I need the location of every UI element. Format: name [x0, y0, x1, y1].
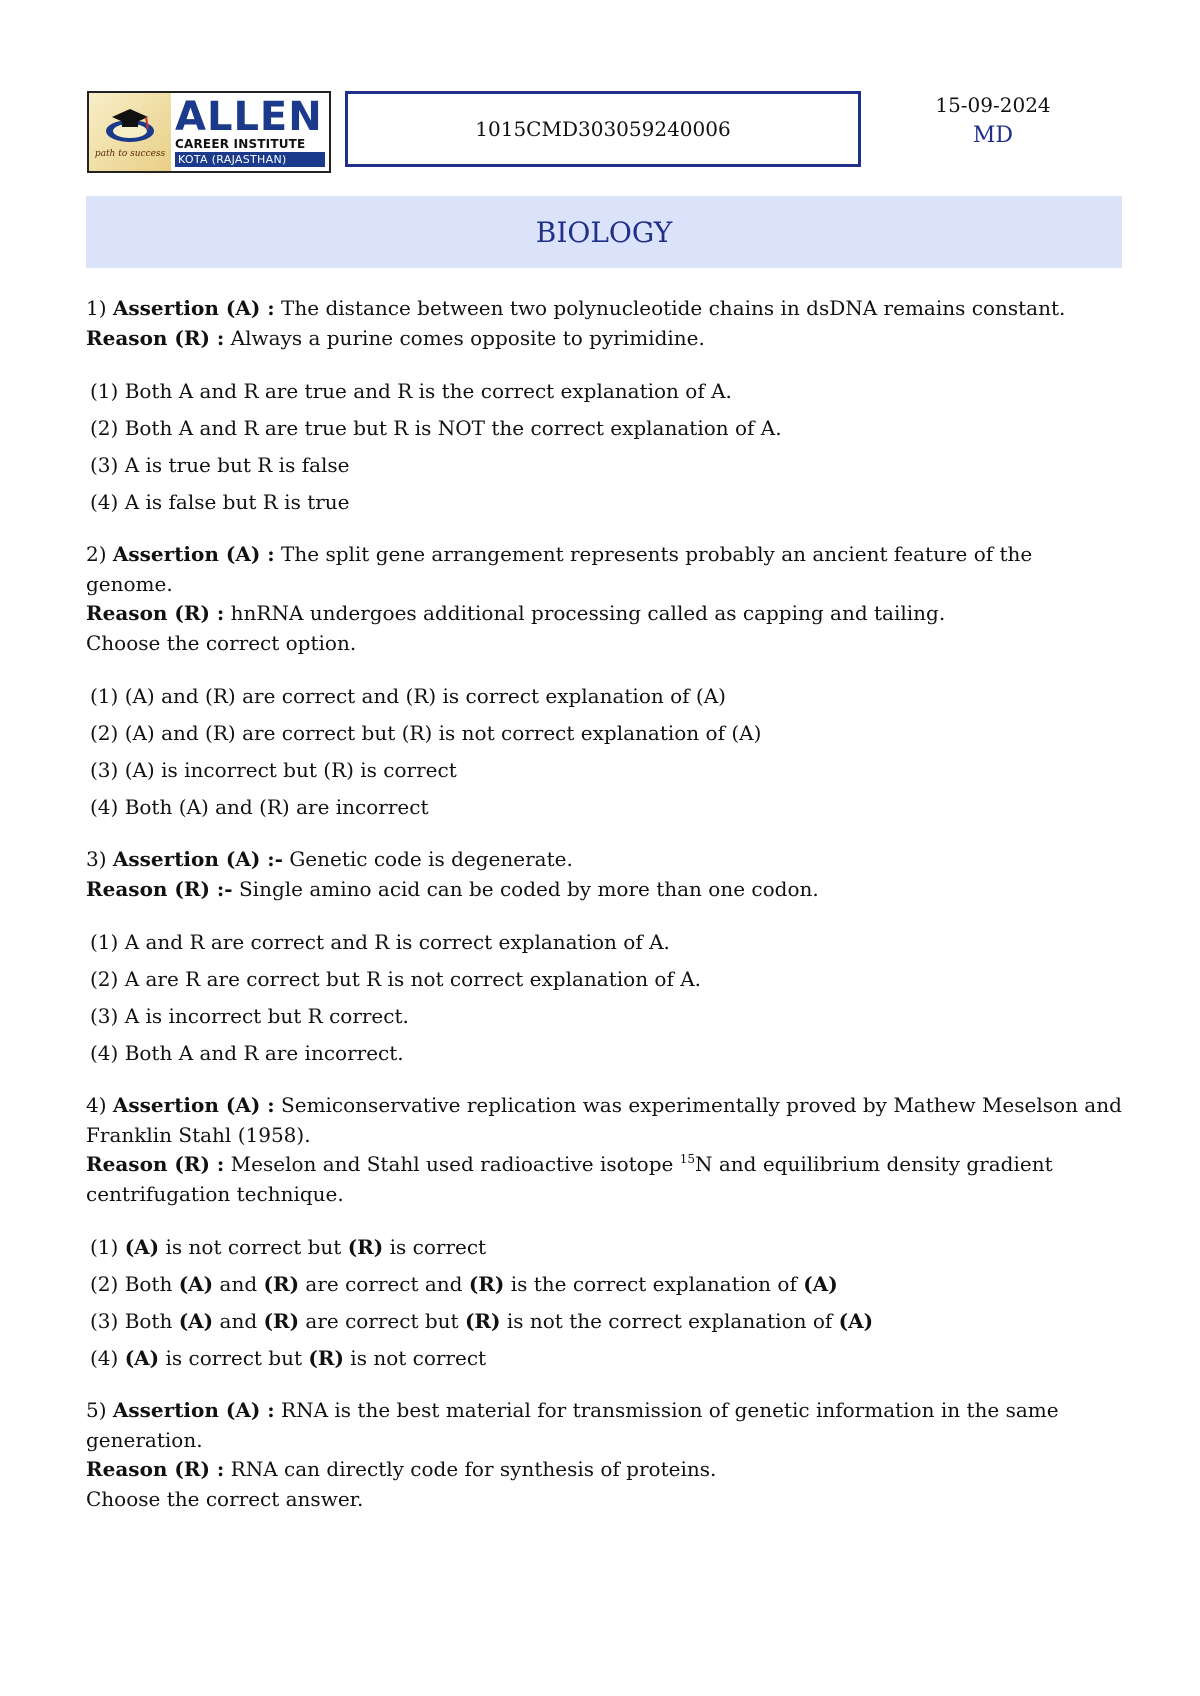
- option-1[interactable]: (1) Both A and R are true and R is the correct explanation of A.: [90, 379, 732, 403]
- assertion-text: Genetic code is degenerate.: [289, 847, 573, 871]
- option-bold: (A): [803, 1272, 838, 1296]
- page-header: [0, 0, 1200, 180]
- question-4: [86, 1091, 1122, 1377]
- option-1[interactable]: [86, 1229, 1122, 1266]
- reason-line: [86, 875, 1122, 905]
- reason-line: [86, 324, 1122, 354]
- reason-text: Meselon and Stahl used radioactive isotope: [230, 1152, 680, 1176]
- question-3: [86, 845, 1122, 1072]
- option-bold: (R): [263, 1309, 300, 1333]
- option-text: (1): [90, 1235, 125, 1259]
- option-bold: (R): [263, 1272, 300, 1296]
- exam-stream: MD: [972, 123, 1014, 148]
- option-3[interactable]: [86, 1303, 1122, 1340]
- isotope-superscript: 15: [679, 1152, 695, 1166]
- assertion-line: [86, 294, 1122, 324]
- option-2[interactable]: (2) Both A and R are true but R is NOT the correct explanation of A.: [90, 416, 782, 440]
- assertion-line: [86, 1091, 1122, 1150]
- option-3[interactable]: (3) A is true but R is false: [90, 453, 350, 477]
- option-text: is not correct but: [159, 1235, 348, 1259]
- option-text: is correct but: [159, 1346, 309, 1370]
- option-4[interactable]: [86, 1340, 1122, 1377]
- option-2[interactable]: (2) (A) and (R) are correct but (R) is not correct explanation of (A): [90, 721, 762, 745]
- option-text: is not the correct explanation of: [500, 1309, 839, 1333]
- option-bold: (A): [124, 1235, 160, 1259]
- option-1[interactable]: (1) A and R are correct and R is correct explanation of A.: [90, 930, 670, 954]
- graduation-cap-icon: [102, 105, 158, 145]
- assertion-label: Assertion (A) :: [112, 1398, 275, 1422]
- logo-line-2: KOTA (RAJASTHAN): [175, 152, 325, 167]
- question-number: 2): [86, 542, 107, 566]
- assertion-line: [86, 540, 1122, 599]
- logo-text-area: [171, 93, 329, 171]
- paper-code: 1015CMD303059240006: [475, 117, 731, 141]
- option-bold: (R): [347, 1235, 384, 1259]
- question-1: [86, 294, 1122, 521]
- reason-label: Reason (R) :: [86, 601, 225, 625]
- assertion-text: The split gene arrangement represents probably an ancient feature of the genome.: [86, 542, 1033, 596]
- reason-line: [86, 1150, 1122, 1209]
- option-bold: (A): [124, 1346, 160, 1370]
- reason-label: Reason (R) :-: [86, 876, 233, 901]
- option-2[interactable]: (2) A are R are correct but R is not correct explanation of A.: [90, 967, 702, 991]
- reason-label: Reason (R) :: [86, 1152, 225, 1176]
- logo-brand: ALLEN: [175, 94, 323, 140]
- options-list: [86, 924, 1122, 1072]
- reason-text: Always a purine comes opposite to pyrimidine.: [230, 325, 705, 350]
- question-number: 1): [86, 296, 107, 320]
- assertion-label: Assertion (A) :: [112, 542, 275, 566]
- option-text: (2) Both: [90, 1272, 179, 1296]
- assertion-label: Assertion (A) :: [112, 296, 275, 320]
- allen-logo: [87, 91, 331, 173]
- assertion-text: The distance between two polynucleotide chains in dsDNA remains constant.: [281, 296, 1066, 320]
- option-text: (3) Both: [90, 1309, 179, 1333]
- options-list: [86, 678, 1122, 826]
- paper-code-box: [345, 91, 861, 167]
- option-bold: (A): [178, 1272, 214, 1296]
- instruction-line: Choose the correct option.: [86, 630, 357, 655]
- question-number: 4): [86, 1093, 107, 1117]
- option-text: is correct: [383, 1235, 487, 1259]
- option-3[interactable]: (3) (A) is incorrect but (R) is correct: [90, 758, 457, 782]
- option-bold: (A): [838, 1309, 874, 1333]
- option-bold: (R): [464, 1309, 501, 1333]
- subject-banner: [86, 196, 1122, 268]
- logo-emblem-area: [89, 93, 171, 171]
- option-2[interactable]: [86, 1266, 1122, 1303]
- option-4[interactable]: (4) A is false but R is true: [90, 490, 350, 514]
- assertion-line: [86, 1396, 1122, 1455]
- option-bold: (R): [308, 1346, 344, 1370]
- option-text: (4): [90, 1346, 125, 1370]
- subject-title: BIOLOGY: [535, 215, 673, 249]
- option-text: and: [213, 1309, 264, 1333]
- option-1[interactable]: (1) (A) and (R) are correct and (R) is correct explanation of (A): [90, 684, 726, 708]
- option-4[interactable]: (4) Both A and R are incorrect.: [90, 1041, 404, 1065]
- options-list: [86, 373, 1122, 521]
- reason-line: [86, 1455, 1122, 1485]
- reason-text: RNA can directly code for synthesis of proteins.: [230, 1457, 717, 1481]
- option-bold: (A): [178, 1309, 214, 1333]
- option-bold: (R): [468, 1272, 505, 1296]
- assertion-label: Assertion (A) :-: [112, 847, 283, 871]
- question-list: [86, 294, 1122, 1533]
- reason-label: Reason (R) :: [86, 325, 225, 350]
- instruction-line: Choose the correct answer.: [86, 1486, 364, 1511]
- reason-text: hnRNA undergoes additional processing called as capping and tailing.: [230, 601, 946, 625]
- option-text: is the correct explanation of: [504, 1272, 804, 1296]
- assertion-line: [86, 845, 1122, 875]
- exam-date: 15-09-2024: [935, 93, 1051, 117]
- option-text: is not correct: [343, 1346, 487, 1370]
- question-2: [86, 540, 1122, 826]
- assertion-text: Semiconservative replication was experimentally proved by Mathew Meselson and Franklin Stahl (1958).: [86, 1093, 1122, 1147]
- options-list: [86, 1229, 1122, 1377]
- question-number: 3): [86, 847, 107, 871]
- reason-text: Single amino acid can be coded by more than one codon.: [238, 876, 819, 901]
- assertion-label: Assertion (A) :: [112, 1093, 275, 1117]
- assertion-text: RNA is the best material for transmission of genetic information in the same generation.: [86, 1398, 1059, 1452]
- logo-tagline: path to success: [94, 149, 166, 159]
- option-text: and: [213, 1272, 264, 1296]
- reason-text-cont: N and equilibrium density gradient centrifugation technique.: [86, 1152, 1053, 1206]
- question-number: 5): [86, 1398, 107, 1422]
- reason-line: [86, 599, 1122, 629]
- option-text: are correct but: [299, 1309, 465, 1333]
- option-4[interactable]: (4) Both (A) and (R) are incorrect: [90, 795, 429, 819]
- option-3[interactable]: (3) A is incorrect but R correct.: [90, 1004, 409, 1028]
- question-5: [86, 1396, 1122, 1514]
- option-text: are correct and: [299, 1272, 469, 1296]
- reason-label: Reason (R) :: [86, 1457, 225, 1481]
- logo-line-1: CAREER INSTITUTE: [175, 137, 306, 151]
